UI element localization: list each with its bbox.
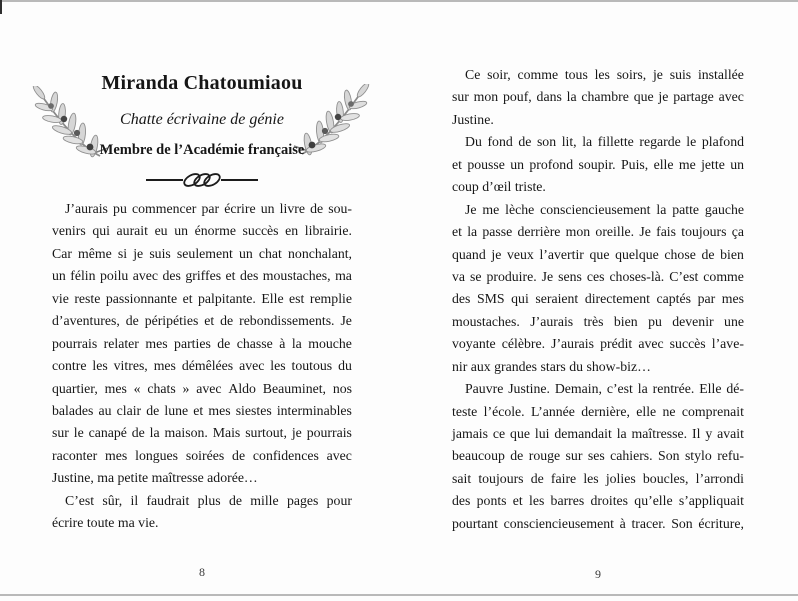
text-line: Pauvre Justine. Demain, c’est la rentrée. Elle dé-: [465, 381, 744, 397]
left-page-text: [52, 198, 352, 535]
text-line: va se produire. Je sens ces choses-là. C’est comme: [452, 268, 744, 284]
text-line: J’aurais pu commencer par écrire un livre de sou-: [65, 201, 352, 216]
scan-corner-artifact: [0, 0, 2, 14]
rope-twist-divider-icon: [146, 171, 258, 189]
text-line: beaucoup de rouge sur ses cahiers. Son stylo refu-: [452, 448, 744, 464]
text-line: des SMS qui seraient directement captés par mes: [452, 291, 744, 307]
text-line: voyante célèbre. J’aurais prédit avec succès l’ave-: [452, 336, 744, 352]
text-line: nir aux grandes stars du show-biz…: [452, 358, 651, 374]
right-page-text: [452, 64, 744, 535]
text-line: Ce soir, comme tous les soirs, je suis installée: [465, 67, 744, 82]
text-line: moustaches. J’aurais très bien pu devenir une: [452, 313, 744, 329]
text-line: sait toujours de faire les jolies boucles, l’arrondi: [452, 470, 744, 486]
text-line: Justine, ma petite maîtresse adorée…: [52, 470, 258, 486]
text-line: vie reste passionnante et palpitante. Elle est remplie: [52, 290, 352, 306]
text-line: un félin poilu avec des griffes et des moustaches, ma: [52, 268, 352, 284]
page-bottom-rule: [0, 594, 798, 596]
text-line: écrire toute ma vie.: [52, 515, 159, 531]
text-line: raconter mes longues soirées de confidences avec: [52, 447, 352, 463]
text-line: balades au clair de lune et mes siestes interminables: [52, 402, 352, 418]
page-number: 8: [199, 565, 205, 579]
text-line: et la passe derrière mon oreille. Je fais toujours ça: [452, 224, 744, 240]
page-number: 9: [595, 567, 601, 581]
text-line: Je me lèche consciencieusement la patte gauche: [465, 201, 744, 217]
text-line: venirs qui aurait eu un énorme succès en librairie.: [52, 223, 352, 239]
text-line: d’aventures, de péripéties et de rebondissements. Je: [52, 313, 352, 329]
text-line: teste l’école. L’année dernière, elle ne comprenait: [452, 403, 744, 419]
author-affiliation: Membre de l’Académie française: [99, 142, 305, 158]
text-line: quartier, mes « chats » avec Aldo Beauminet, nos: [52, 380, 352, 396]
text-line: Car même si je suis seulement un chat nonchalant,: [52, 245, 352, 261]
text-line: et pousse un profond soupir. Puis, elle me jette un: [452, 156, 744, 172]
text-line: contre les vitres, mes démêlées avec les toutous du: [52, 358, 352, 374]
text-line: quand je veux l’avertir que quelque chose de bien: [452, 246, 744, 262]
chapter-header: [52, 70, 352, 159]
author-name: Miranda Chatoumiaou: [101, 72, 303, 94]
text-line: coup d’œil triste.: [452, 179, 546, 195]
text-line: des ponts et les barres droites qu’elle s’appliquait: [452, 493, 744, 509]
text-line: jamais ce que lui demandait la maîtresse. Il y avait: [452, 426, 744, 441]
author-role: Chatte écrivaine de génie: [120, 111, 284, 128]
text-line: Du fond de son lit, la fillette regarde le plafond: [465, 134, 744, 150]
text-line: pourrais relater mes parties de chasse à la mouche: [52, 335, 352, 351]
text-line: C’est sûr, il faudrait plus de mille pages pour: [65, 492, 352, 508]
text-line: pourtant consciencieusement à tracer. Son écriture,: [452, 515, 744, 531]
text-line: sur le canapé de la maison. Mais surtout, je pourrais: [52, 425, 352, 441]
text-line: Justine.: [452, 111, 494, 127]
text-line: sur mon pouf, dans la chambre que je partage avec: [452, 89, 744, 105]
page-top-rule: [0, 0, 798, 2]
